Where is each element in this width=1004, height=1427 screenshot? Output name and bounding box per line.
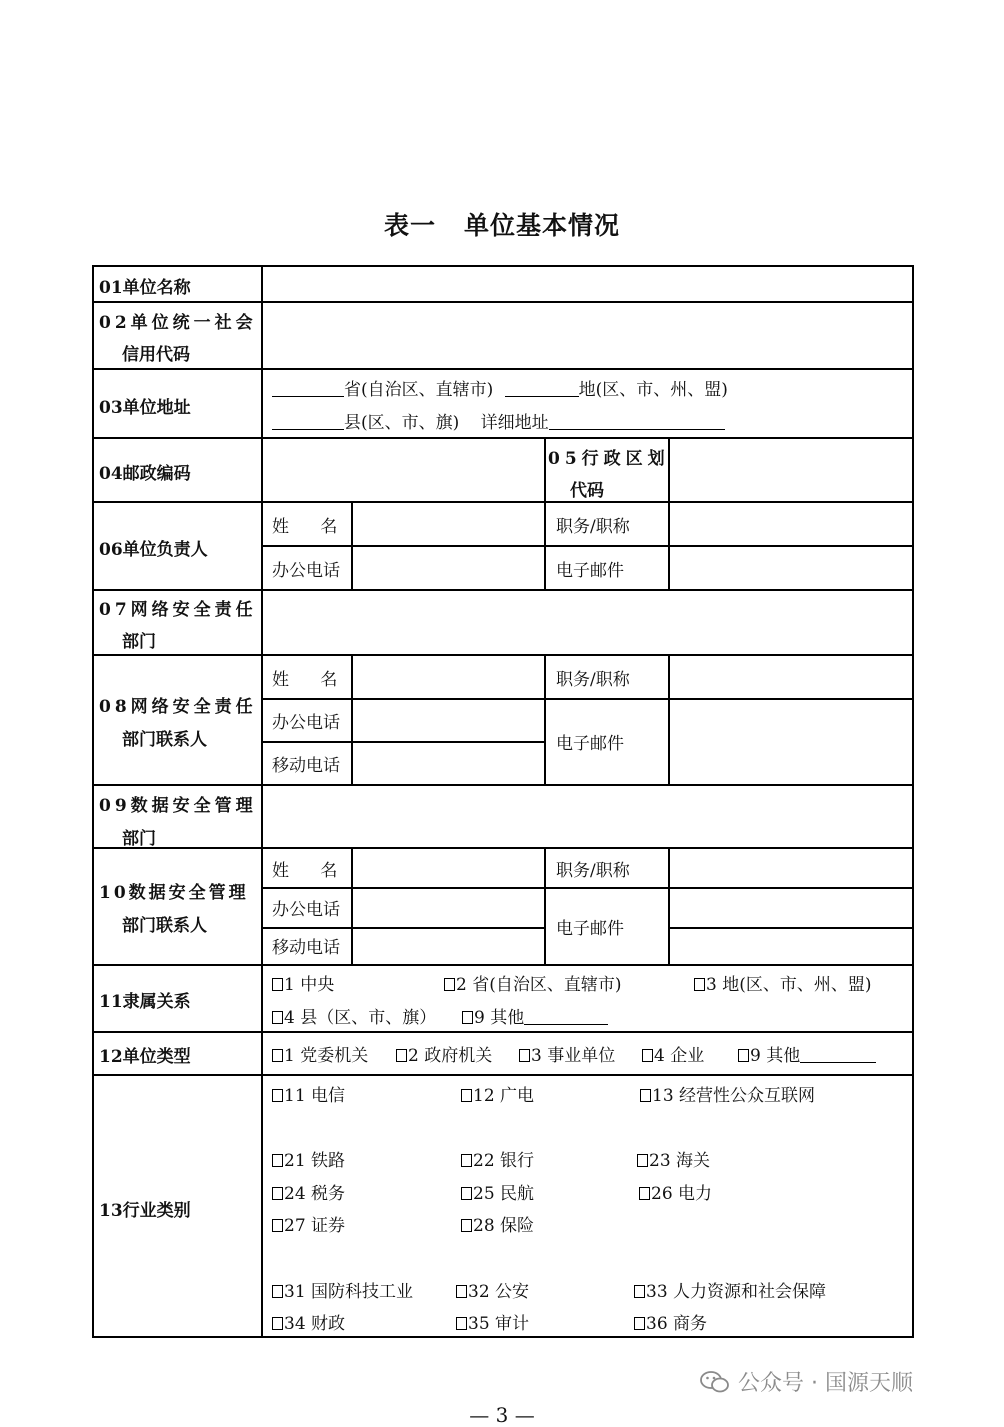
checkbox[interactable] bbox=[634, 1285, 645, 1298]
label-datasec-contact-2: 部门联系人 bbox=[122, 916, 207, 936]
label-postal-code: 04邮政编码 bbox=[99, 464, 191, 484]
label-industry: 13行业类别 bbox=[99, 1201, 191, 1221]
unit-info-form bbox=[92, 265, 914, 1338]
wechat-icon bbox=[700, 1371, 730, 1393]
checkbox[interactable] bbox=[272, 1187, 283, 1200]
county-field[interactable] bbox=[272, 413, 344, 430]
industry-option-24[interactable]: 24 税务 bbox=[272, 1184, 345, 1204]
label-admin-code-2: 代码 bbox=[570, 481, 604, 501]
industry-option-21[interactable]: 21 铁路 bbox=[272, 1151, 345, 1171]
checkbox[interactable] bbox=[642, 1049, 653, 1062]
industry-option-23[interactable]: 23 海关 bbox=[637, 1151, 710, 1171]
datasec-mobile-label: 移动电话 bbox=[272, 938, 340, 958]
label-unit-address: 03单位地址 bbox=[99, 398, 191, 418]
affiliation-option-9[interactable]: 9 其他 bbox=[462, 1008, 608, 1028]
watermark: 公众号 · 国源天顺 bbox=[700, 1366, 913, 1397]
checkbox[interactable] bbox=[519, 1049, 530, 1062]
checkbox[interactable] bbox=[456, 1285, 467, 1298]
label-netsec-dept: 07网络安全责任 bbox=[99, 600, 257, 620]
unit-type-other-field[interactable] bbox=[800, 1046, 876, 1063]
checkbox[interactable] bbox=[272, 1089, 283, 1102]
checkbox[interactable] bbox=[461, 1089, 472, 1102]
checkbox[interactable] bbox=[444, 978, 455, 991]
checkbox[interactable] bbox=[272, 1219, 283, 1232]
checkbox[interactable] bbox=[272, 1285, 283, 1298]
netsec-email-label: 电子邮件 bbox=[556, 734, 624, 754]
industry-option-35[interactable]: 35 审计 bbox=[456, 1314, 529, 1334]
head-title-label: 职务/职称 bbox=[556, 517, 630, 537]
industry-option-11[interactable]: 11 电信 bbox=[272, 1086, 345, 1106]
label-credit-code-2: 信用代码 bbox=[122, 345, 190, 365]
industry-option-36[interactable]: 36 商务 bbox=[634, 1314, 707, 1334]
datasec-phone-label: 办公电话 bbox=[272, 900, 340, 920]
industry-option-33[interactable]: 33 人力资源和社会保障 bbox=[634, 1282, 826, 1302]
industry-option-25[interactable]: 25 民航 bbox=[461, 1184, 534, 1204]
industry-option-32[interactable]: 32 公安 bbox=[456, 1282, 529, 1302]
head-name-label: 姓 名 bbox=[272, 517, 338, 537]
unit-type-option-1[interactable]: 1 党委机关 bbox=[272, 1046, 368, 1066]
detail-address-field[interactable] bbox=[549, 413, 725, 430]
checkbox[interactable] bbox=[462, 1011, 473, 1024]
label-datasec-dept: 09数据安全管理 bbox=[99, 796, 257, 816]
checkbox[interactable] bbox=[272, 1154, 283, 1167]
netsec-title-label: 职务/职称 bbox=[556, 670, 630, 690]
checkbox[interactable] bbox=[637, 1154, 648, 1167]
industry-option-27[interactable]: 27 证券 bbox=[272, 1216, 345, 1236]
label-unit-head: 06单位负责人 bbox=[99, 540, 208, 560]
netsec-phone-label: 办公电话 bbox=[272, 713, 340, 733]
label-credit-code: 02单位统一社会 bbox=[99, 313, 257, 333]
checkbox[interactable] bbox=[461, 1154, 472, 1167]
head-email-label: 电子邮件 bbox=[556, 561, 624, 581]
industry-option-34[interactable]: 34 财政 bbox=[272, 1314, 345, 1334]
label-admin-code: 05行政区划 bbox=[548, 449, 670, 469]
checkbox[interactable] bbox=[456, 1317, 467, 1330]
unit-type-option-2[interactable]: 2 政府机关 bbox=[396, 1046, 492, 1066]
label-affiliation: 11隶属关系 bbox=[99, 992, 191, 1012]
industry-option-31[interactable]: 31 国防科技工业 bbox=[272, 1282, 413, 1302]
label-unit-type: 12单位类型 bbox=[99, 1047, 191, 1067]
label-datasec-contact: 10数据安全管理 bbox=[99, 883, 249, 903]
page-title bbox=[0, 206, 1004, 242]
page-number: — 3 — bbox=[469, 1403, 535, 1427]
checkbox[interactable] bbox=[634, 1317, 645, 1330]
netsec-mobile-label: 移动电话 bbox=[272, 756, 340, 776]
checkbox[interactable] bbox=[461, 1187, 472, 1200]
checkbox[interactable] bbox=[639, 1187, 650, 1200]
unit-type-option-4[interactable]: 4 企业 bbox=[642, 1046, 704, 1066]
checkbox[interactable] bbox=[694, 978, 705, 991]
table-number: 表一 bbox=[383, 211, 436, 240]
checkbox[interactable] bbox=[272, 1049, 283, 1062]
unit-type-option-3[interactable]: 3 事业单位 bbox=[519, 1046, 615, 1066]
address-line-2: 县(区、市、旗) 详细地址 bbox=[272, 413, 725, 433]
datasec-email-label: 电子邮件 bbox=[556, 919, 624, 939]
checkbox[interactable] bbox=[461, 1219, 472, 1232]
checkbox[interactable] bbox=[272, 978, 283, 991]
industry-option-28[interactable]: 28 保险 bbox=[461, 1216, 534, 1236]
province-field[interactable] bbox=[272, 380, 344, 397]
affiliation-option-4[interactable]: 4 县（区、市、旗） bbox=[272, 1008, 436, 1028]
head-phone-label: 办公电话 bbox=[272, 561, 340, 581]
table-title: 单位基本情况 bbox=[464, 211, 621, 240]
affiliation-option-3[interactable]: 3 地(区、市、州、盟) bbox=[694, 975, 871, 995]
industry-option-13[interactable]: 13 经营性公众互联网 bbox=[640, 1086, 815, 1106]
datasec-title-label: 职务/职称 bbox=[556, 861, 630, 881]
label-unit-name: 01单位名称 bbox=[99, 278, 191, 298]
checkbox[interactable] bbox=[396, 1049, 407, 1062]
affiliation-option-1[interactable]: 1 中央 bbox=[272, 975, 334, 995]
affiliation-other-field[interactable] bbox=[524, 1008, 608, 1025]
address-line-1: 省(自治区、直辖市) 地(区、市、州、盟) bbox=[272, 380, 728, 400]
industry-option-12[interactable]: 12 广电 bbox=[461, 1086, 534, 1106]
checkbox[interactable] bbox=[272, 1011, 283, 1024]
label-netsec-dept-2: 部门 bbox=[122, 632, 156, 652]
unit-type-option-9[interactable]: 9 其他 bbox=[738, 1046, 876, 1066]
affiliation-option-2[interactable]: 2 省(自治区、直辖市) bbox=[444, 975, 621, 995]
netsec-name-label: 姓 名 bbox=[272, 670, 338, 690]
label-datasec-dept-2: 部门 bbox=[122, 829, 156, 849]
city-field[interactable] bbox=[505, 380, 579, 397]
checkbox[interactable] bbox=[738, 1049, 749, 1062]
label-netsec-contact-2: 部门联系人 bbox=[122, 730, 207, 750]
checkbox[interactable] bbox=[640, 1089, 651, 1102]
industry-option-26[interactable]: 26 电力 bbox=[639, 1184, 712, 1204]
label-netsec-contact: 08网络安全责任 bbox=[99, 697, 257, 717]
checkbox[interactable] bbox=[272, 1317, 283, 1330]
industry-option-22[interactable]: 22 银行 bbox=[461, 1151, 534, 1171]
datasec-name-label: 姓 名 bbox=[272, 861, 338, 881]
